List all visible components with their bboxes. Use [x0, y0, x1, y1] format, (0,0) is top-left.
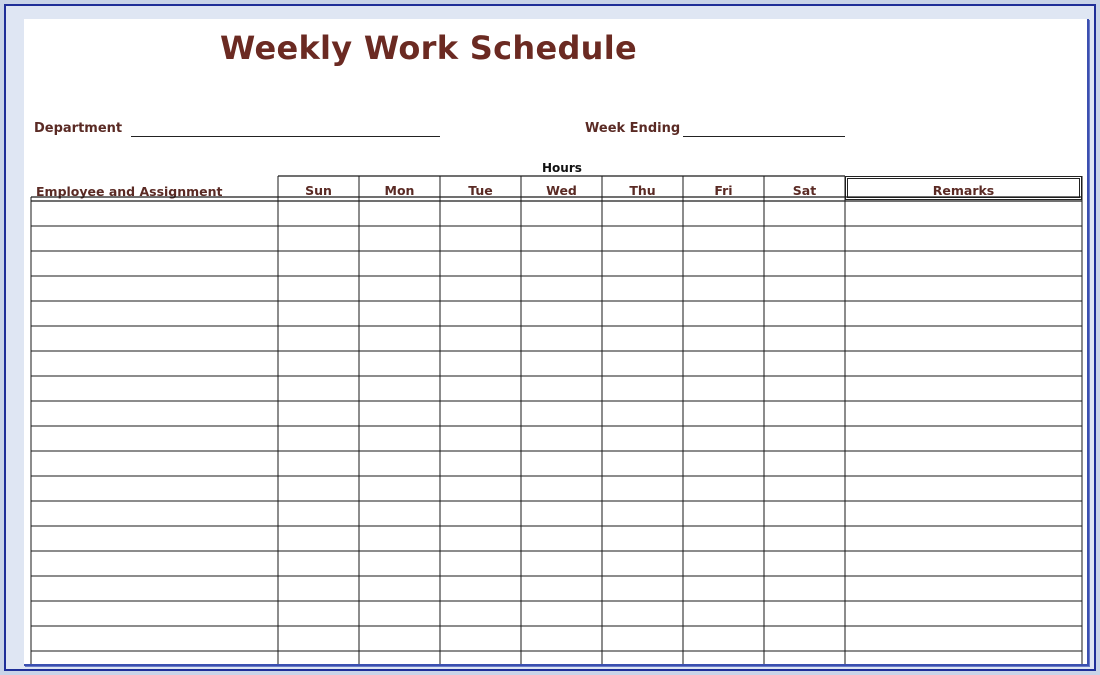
remarks-header: Remarks	[932, 183, 995, 198]
schedule-grid	[24, 19, 1087, 664]
hours-label: Hours	[542, 161, 582, 175]
week-ending-label: Week Ending	[585, 121, 681, 136]
day-header-tue: Tue	[468, 183, 493, 198]
day-header-thu: Thu	[629, 183, 656, 198]
employee-assignment-header: Employee and Assignment	[36, 184, 223, 199]
day-header-sat: Sat	[792, 183, 817, 198]
day-header-sun: Sun	[305, 183, 332, 198]
day-header-wed: Wed	[546, 183, 577, 198]
page-title: Weekly Work Schedule	[220, 29, 638, 67]
schedule-sheet	[24, 19, 1089, 666]
day-header-mon: Mon	[384, 183, 415, 198]
document-frame	[4, 4, 1096, 671]
department-label: Department	[34, 121, 123, 136]
day-header-fri: Fri	[714, 183, 733, 198]
